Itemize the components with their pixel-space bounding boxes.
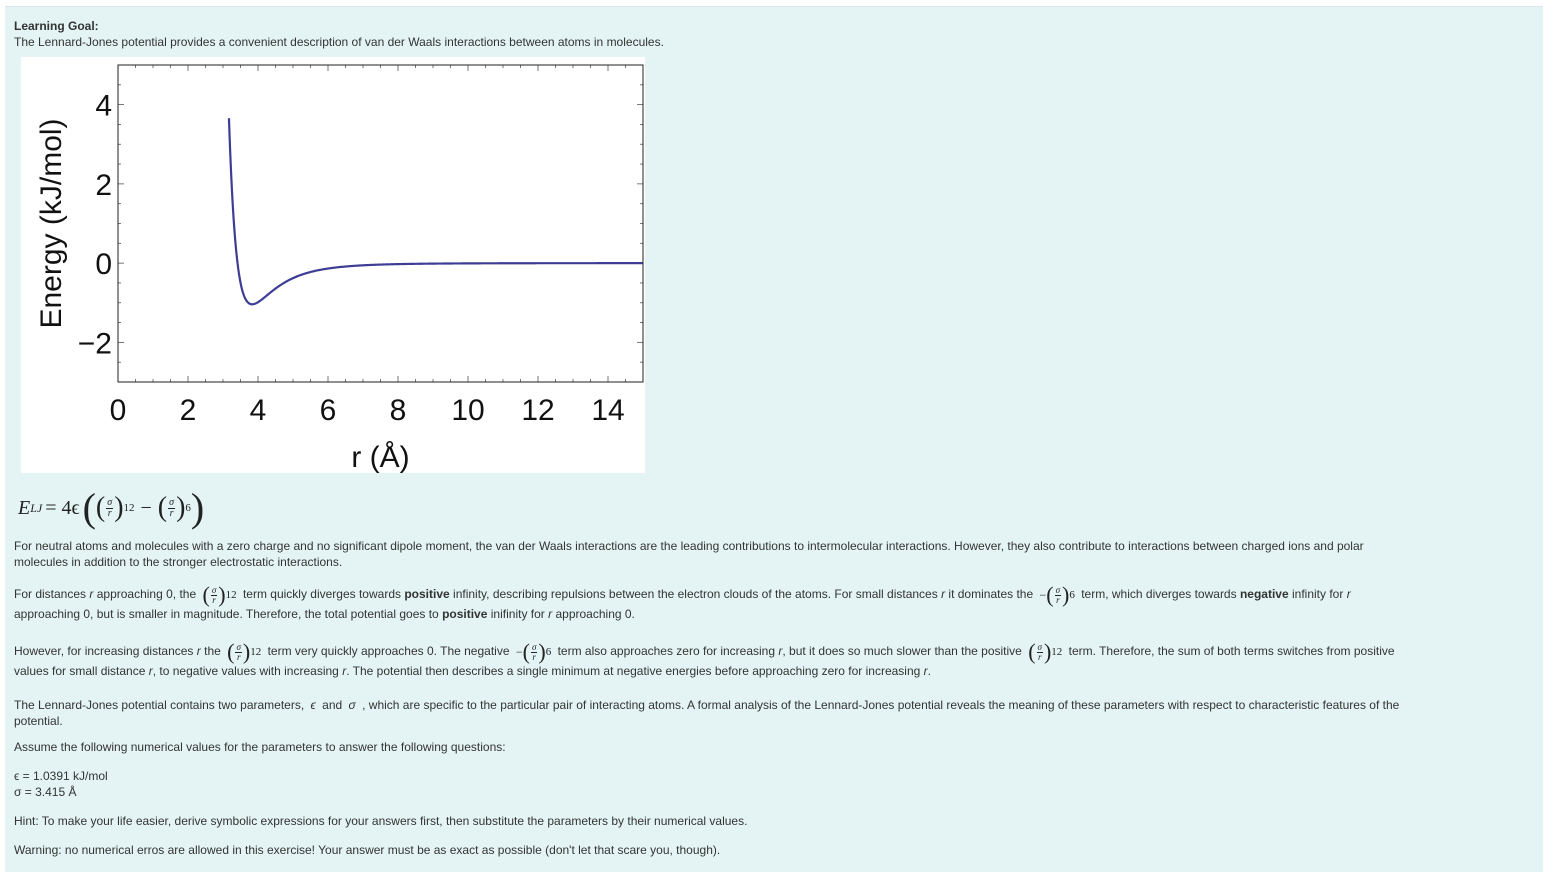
series-line-elj [229, 118, 643, 304]
tick-marks [118, 65, 643, 382]
x-tick-label: 14 [591, 394, 625, 427]
y-axis-label: Energy (kJ/mol) [35, 118, 68, 329]
inline-term-12: ( $\frac{\sigma}{r}$ ) 12 [202, 582, 237, 607]
x-axis-label: r (Å) [351, 441, 410, 473]
eq-equals: = 4ϵ [45, 496, 80, 519]
learning-goal-title: Learning Goal: [14, 19, 99, 33]
eq-lhs-sub: LJ [30, 500, 43, 515]
warning-text: Warning: no numerical erros are allowed in this exercise! Your answer must be as exact as possible (don't let that scare you, though). [14, 843, 721, 857]
paragraph-neutral-atoms: For neutral atoms and molecules with a zero charge and no significant dipole moment, the van der Waals interactions are the leading contributions to intermolecular interactions. However, they also contribute to interactions between charged ions and polar molecules in addition to the stronger electrostatic interactions. [14, 539, 1364, 569]
eq-open-paren: ( [82, 485, 96, 530]
x-tick-labels [110, 394, 625, 427]
eq-frac-6: $\frac{\sigma}{r}$ [169, 496, 175, 519]
paragraph-parameters: The Lennard-Jones potential contains two parameters, ϵ and σ , which are specific to the particular pair of interacting atoms. A formal analysis of the Lennard-Jones potential reveals the meaning of these parameters with respect to characteristic features of the potential. [14, 698, 1400, 728]
paragraph-small-distances: For distances r approaching 0, the ( $\frac{\sigma}{r}$ ) 12 term quickly diverges towards positive infinity, describing repulsions between the electron clouds of the atoms. For small distances r it dominates the − ( $\frac{\sigma}{r}$ ) 6 term, which diverges towards negative infinity for r approaching 0, but is smaller in magnitude. Therefore, the total potential goes to positive inifinity for r approaching 0. [14, 582, 1351, 621]
x-tick-label: 10 [451, 394, 485, 427]
chart-svg [21, 57, 645, 473]
y-tick-labels [78, 90, 112, 361]
y-tick-label: 0 [95, 248, 112, 282]
paragraph-increasing-distances: However, for increasing distances r the ( $\frac{\sigma}{r}$ ) 12 term very quickly approaches 0. The negative − ( $\frac{\sigma}{r}$ ) 6 term also approaches zero for increasing r, but it does so much slower than the positive ( $\frac{\sigma}{r}$ ) 12 term. Therefore, the sum of both terms switches from positive values for small distance r, to negative values with increasing r. The potential then describes a single minimum at negative energies before approaching zero for increasing r. [14, 639, 1395, 678]
y-tick-label: −2 [77, 327, 112, 361]
eq-frac-12: $\frac{\sigma}{r}$ [107, 496, 113, 519]
learning-goal-intro: The Lennard-Jones potential provides a convenient description of van der Waals interactions between atoms in molecules. [14, 35, 664, 49]
assume-text: Assume the following numerical values for the parameters to answer the following questions: [14, 740, 506, 754]
y-tick-label: 4 [95, 89, 112, 123]
eq-close-paren: ) [190, 485, 205, 530]
lennard-jones-chart [21, 57, 645, 473]
parameter-sigma: σ = 3.415 Å [14, 785, 77, 799]
parameter-epsilon: ϵ = 1.0391 kJ/mol [14, 769, 108, 783]
eq-paren: ( [95, 492, 106, 523]
x-tick-label: 8 [389, 394, 407, 427]
x-tick-label: 6 [319, 394, 337, 427]
plot-frame [118, 65, 643, 382]
eq-minus: − [140, 496, 152, 519]
inline-term-6: − ( $\frac{\sigma}{r}$ ) 6 [1039, 582, 1075, 607]
eq-lhs: E [18, 496, 31, 519]
x-tick-label: 0 [109, 394, 127, 427]
hint-text: Hint: To make your life easier, derive symbolic expressions for your answers first, then substitute the parameters by their numerical values. [14, 814, 748, 828]
y-tick-label: 2 [95, 168, 112, 202]
lennard-jones-equation: E LJ = 4ϵ ( ( $\frac{\sigma}{r}$ ) 12 − ( $\frac{\sigma}{r}$ ) 6 ) [18, 485, 205, 530]
eq-exp-6: 6 [185, 502, 191, 514]
x-tick-label: 4 [249, 394, 267, 427]
x-tick-label: 12 [521, 394, 555, 427]
eq-exp-12: 12 [123, 502, 135, 514]
x-tick-label: 2 [179, 394, 197, 427]
